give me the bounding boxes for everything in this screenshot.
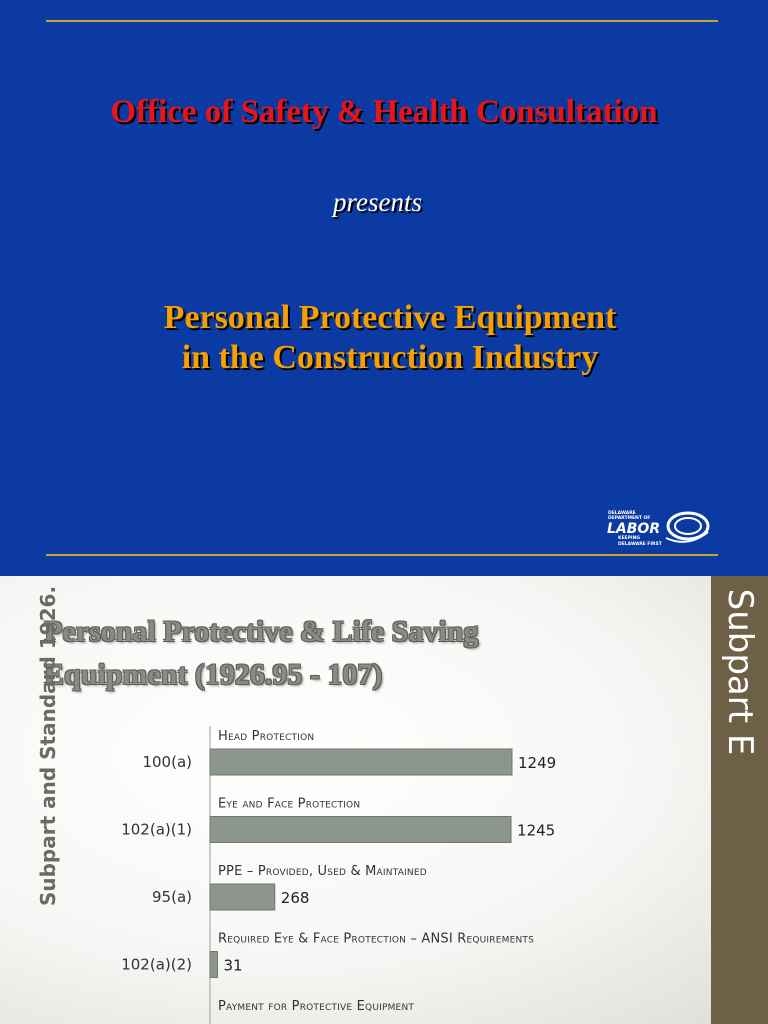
bar-description-label: Payment for Protective Equipment [218, 999, 415, 1014]
logo-line1: DELAWARE [608, 511, 636, 516]
bar [210, 817, 511, 843]
bar [210, 952, 217, 978]
subpart-sidebar-label [711, 576, 768, 1024]
delaware-labor-logo [604, 508, 710, 548]
bar-chart [100, 716, 700, 1024]
value-label: 1249 [518, 754, 557, 772]
category-label: 100(a) [142, 753, 192, 771]
bar [210, 884, 275, 910]
presentation-title-line2: in the Construction Industry [181, 339, 599, 376]
office-title: Office of Safety & Health Consultation [110, 94, 658, 130]
value-label: 31 [223, 956, 243, 975]
logo-line2: DEPARTMENT OF [608, 516, 651, 521]
presentation-title-line1: Personal Protective Equipment [163, 299, 617, 336]
bar [210, 749, 512, 775]
presents-text: presents [333, 187, 422, 217]
top-gold-rule [46, 20, 718, 22]
slide-heading-line1: Personal Protective & Life Saving [44, 615, 479, 648]
bar-description-label: Head Protection [218, 729, 315, 744]
bottom-gold-rule [46, 554, 718, 556]
category-label: 95(a) [152, 888, 192, 906]
value-label: 1245 [517, 821, 556, 840]
bar-description-label: Required Eye & Face Protection – ANSI Requirements [218, 931, 535, 947]
value-label: 268 [280, 889, 310, 907]
y-axis-title-text: Subpart and Standard 1926. [36, 585, 60, 907]
logo-line3: KEEPING [618, 536, 641, 541]
logo-word: LABOR [607, 521, 661, 537]
bar-description-label: PPE – Provided, Used & Maintained [218, 864, 427, 879]
category-label: 102(a)(2) [121, 955, 192, 974]
bar-description-label: Eye and Face Protection [218, 796, 361, 812]
logo-line4: DELAWARE FIRST [618, 542, 662, 547]
presentation-title [0, 298, 768, 378]
slide-heading [44, 610, 478, 696]
category-label: 102(a)(1) [121, 820, 192, 839]
subpart-label: Subpart E [719, 588, 760, 756]
chart-slide [0, 576, 768, 1024]
slide-heading-line2: Equipment (1926.95 - 107) [44, 658, 383, 691]
